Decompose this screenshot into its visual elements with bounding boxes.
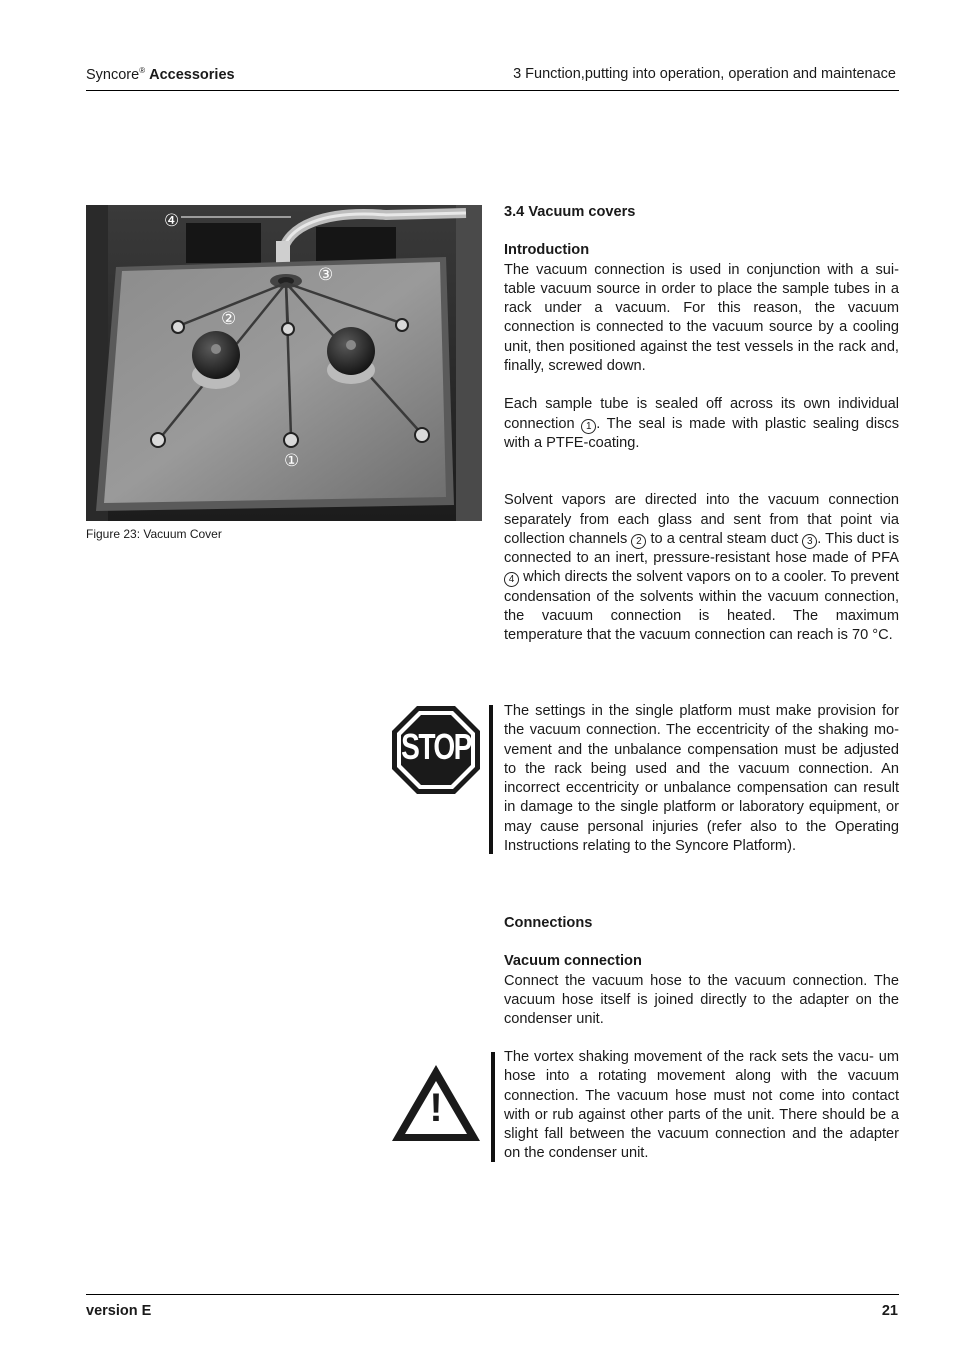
warning-note-text: The vortex shaking movement of the rack sets the vacu- um hose into a rotating movement along with the vacuum connection. The vacuum hose must not come into contact with or rub against other parts of the unit. There should be a slight fall between the vacuum connection and the adapter on the condenser unit. — [504, 1049, 899, 1162]
stop-note — [504, 702, 899, 856]
vacuum-connection-paragraph: Connect the vacuum hose to the vacuum connection. The vacuum hose itself is joined directly to the adapter on the condenser unit. — [504, 972, 899, 1028]
connections-section — [504, 914, 899, 1029]
callout-3: ③ — [318, 265, 334, 284]
intro-heading: Introduction — [504, 242, 590, 259]
callout-4: ④ — [164, 211, 180, 230]
section-title: Accessories — [149, 66, 235, 83]
footer-version: version E — [86, 1303, 152, 1319]
stop-note-text: The settings in the single platform must make provision for the vacuum connection. The eccentricity of the shaking mo- vement and the unbalance compensation must be adjusted to the rack being used and the vacuum connection. An incorrect eccentricity or unbalance compensation can result in damage to the single platform or laboratory equipment, or may cause personal injuries (refer also to the Operating Instructions relating to the Syncore Platform). — [504, 703, 899, 855]
warning-mark: ! — [429, 1086, 443, 1130]
vacuum-connection-heading: Vacuum connection — [504, 953, 642, 970]
section-body — [504, 203, 899, 646]
ref-2: 2 — [631, 534, 646, 549]
ref-1: 1 — [581, 419, 596, 434]
brand-name: Syncore — [86, 66, 140, 83]
connections-heading: Connections — [504, 915, 593, 931]
figure-caption: Figure 23: Vacuum Cover — [86, 527, 222, 541]
callout-2: ② — [221, 309, 237, 328]
callout-1: ① — [284, 451, 300, 470]
registered-mark: ® — [139, 66, 146, 75]
ref-4: 4 — [504, 572, 519, 587]
warning-note-bar — [491, 1052, 495, 1162]
stop-note-bar — [489, 705, 493, 854]
running-header-left — [86, 66, 235, 83]
stop-sign-text: STOP — [401, 726, 471, 767]
section-heading: 3.4 Vacuum covers — [504, 204, 636, 220]
footer-rule — [86, 1294, 899, 1295]
header-rule — [86, 90, 899, 91]
intro-paragraph: The vacuum connection is used in conjunction with a sui- table vacuum source in order to place the sample tubes in a rack under a vacuum. For this reason, the vacuum connection is connected to the vacuum source by a cooling unit, then positioned against the test vessels in the rack and, finally, screwed down. — [504, 261, 899, 375]
ref-3: 3 — [802, 534, 817, 549]
running-header-chapter: 3 Function,putting into operation, operation and maintenace — [513, 66, 896, 82]
seal-paragraph: Each sample tube is sealed off across its own individual connection 1 . The seal is made with plastic sealing discs with a PTFE-coating. — [504, 396, 899, 451]
vapor-paragraph: Solvent vapors are directed into the vacuum connection separately from each glass and sent from that point via collection channels 2 to a central steam duct 3 . This duct is connected to an inert, pressure-resistant hose made of PFA 4 which directs the solvent vapors on to a cooler. To prevent condensation of the solvents within the vacuum connection, the vacuum connection is heated. The maximum temperature that the vacuum connection can reach is 70 °C. — [504, 492, 900, 644]
page-number: 21 — [881, 1303, 898, 1319]
vacuum-cover-photo — [86, 205, 482, 521]
warning-note — [504, 1048, 899, 1164]
